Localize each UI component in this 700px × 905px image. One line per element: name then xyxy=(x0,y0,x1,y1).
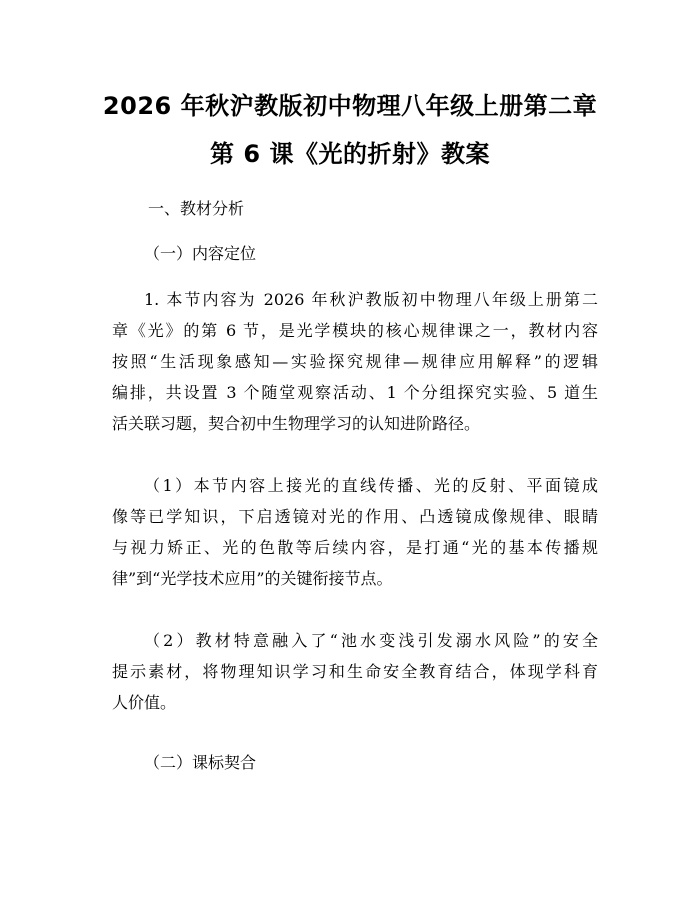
paragraph-2 xyxy=(112,470,598,594)
paragraph-3 xyxy=(112,625,598,718)
document-title-line-1: 2026 年秋沪教版初中物理八年级上册第二章 xyxy=(102,92,598,120)
paragraph-1 xyxy=(112,284,598,439)
paragraph-2-line: （1）本节内容上接光的直线传播、光的反射、平面镜成 xyxy=(144,476,598,495)
paragraph-2-line: 与视力矫正、光的色散等后续内容，是打通“光的基本传播规 xyxy=(112,538,598,557)
paragraph-3-line: 人价值。 xyxy=(112,693,177,712)
paragraph-1-line: 编排，共设置 3 个随堂观察活动、1 个分组探究实验、5 道生 xyxy=(112,383,598,402)
paragraph-1-line: 活关联习题，契合初中生物理学习的认知进阶路径。 xyxy=(112,414,481,433)
section-heading-teaching-material-analysis: 一、教材分析 xyxy=(148,199,245,218)
paragraph-3-line: 提示素材，将物理知识学习和生命安全教育结合，体现学科育 xyxy=(112,662,598,681)
document-title-line-2: 第 6 课《光的折射》教案 xyxy=(210,140,490,168)
paragraph-1-line: 章《光》的第 6 节，是光学模块的核心规律课之一，教材内容 xyxy=(112,321,598,340)
paragraph-2-line: 律”到“光学技术应用”的关键衔接节点。 xyxy=(112,569,393,588)
paragraph-3-line: （2）教材特意融入了“池水变浅引发溺水风险”的安全 xyxy=(144,631,598,650)
subsection-heading-curriculum-alignment: （二）课标契合 xyxy=(144,753,257,772)
subsection-heading-content-positioning: （一）内容定位 xyxy=(144,244,257,263)
paragraph-2-line: 像等已学知识，下启透镜对光的作用、凸透镜成像规律、眼睛 xyxy=(112,507,598,526)
paragraph-1-line: 按照“生活现象感知—实验探究规律—规律应用解释”的逻辑 xyxy=(112,352,598,371)
paragraph-1-line: 1. 本节内容为 2026 年秋沪教版初中物理八年级上册第二 xyxy=(144,290,598,309)
